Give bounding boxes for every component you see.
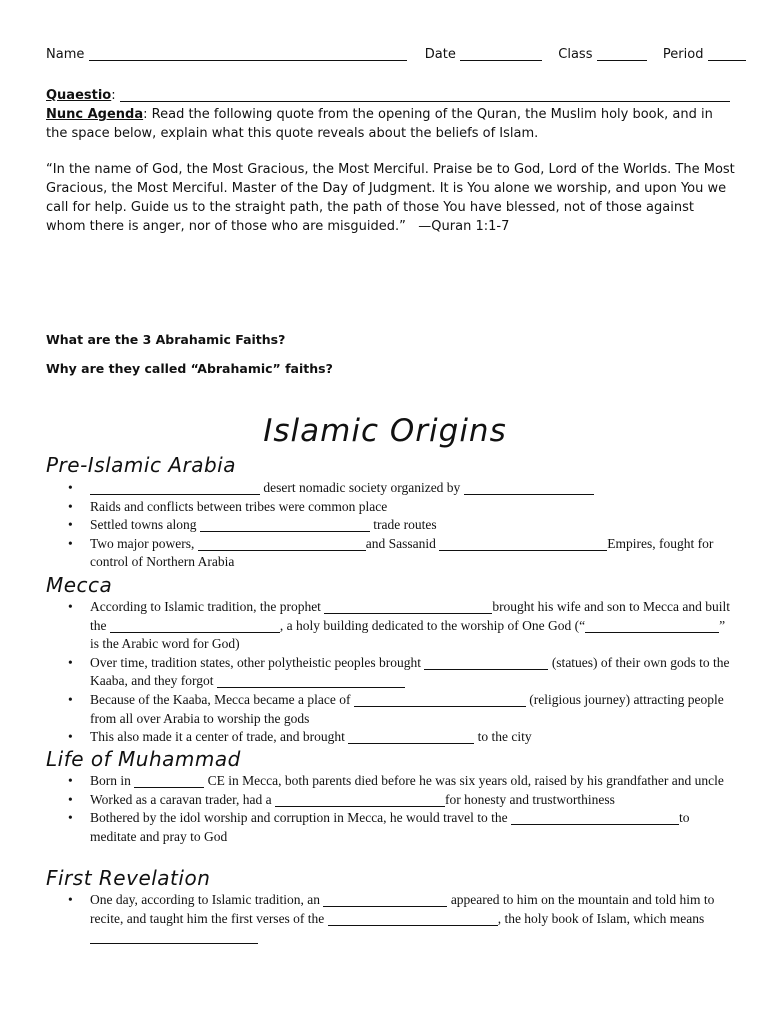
fill-blank[interactable]	[348, 730, 474, 745]
question-why-abrahamic: Why are they called “Abrahamic” faiths?	[46, 361, 333, 376]
class-label: Class	[558, 47, 593, 62]
section-heading-life-of-muhammad: Life of Muhammad	[46, 747, 241, 771]
period-blank[interactable]	[708, 47, 746, 61]
name-blank[interactable]	[89, 47, 407, 61]
list-item: • This also made it a center of trade, and brought to the city	[90, 728, 730, 747]
fill-blank[interactable]	[328, 911, 498, 926]
fill-blank[interactable]	[90, 930, 258, 945]
list-item: • Over time, tradition states, other polytheistic peoples brought (statues) of their own gods to the Kaaba, and they forgot	[90, 654, 730, 691]
quaestio-line: Quaestio:	[46, 86, 726, 105]
pre-islamic-list	[66, 479, 730, 572]
section-heading-mecca: Mecca	[46, 573, 113, 597]
revelation-list	[66, 891, 730, 947]
page-title: Islamic Origins	[263, 413, 507, 449]
fill-blank[interactable]	[198, 536, 366, 551]
fill-blank[interactable]	[354, 692, 526, 707]
fill-blank[interactable]	[324, 600, 492, 615]
list-item: • Worked as a caravan trader, had a for honesty and trustworthiness	[90, 791, 730, 810]
student-info-header	[46, 47, 726, 62]
list-item: • desert nomadic society organized by	[90, 479, 730, 498]
nunc-agenda-label: Nunc Agenda	[46, 107, 144, 122]
quaestio-label: Quaestio	[46, 88, 112, 103]
fill-blank[interactable]	[217, 674, 405, 689]
fill-blank[interactable]	[90, 481, 260, 496]
name-label: Name	[46, 47, 85, 62]
question-abrahamic-faiths: What are the 3 Abrahamic Faiths?	[46, 332, 286, 347]
date-label: Date	[424, 47, 456, 62]
fill-blank[interactable]	[464, 481, 594, 496]
nunc-agenda-text: Nunc Agenda: Read the following quote from the opening of the Quran, the Muslim holy book, and in the space below, explain what this quote reveals about the beliefs of Islam.	[46, 107, 713, 141]
list-item: • Raids and conflicts between tribes were common place	[90, 498, 730, 517]
fill-blank[interactable]	[511, 811, 679, 826]
quaestio-blank[interactable]	[120, 88, 730, 102]
list-item: • According to Islamic tradition, the prophet brought his wife and son to Mecca and built the , a holy building dedicated to the worship of One God (“ ” is the Arabic word for God)	[90, 598, 730, 654]
list-item: • Settled towns along trade routes	[90, 516, 730, 535]
class-blank[interactable]	[597, 47, 647, 61]
list-item: • Bothered by the idol worship and corruption in Mecca, he would travel to the to meditate and pray to God	[90, 809, 730, 846]
list-item: • Because of the Kaaba, Mecca became a place of (religious journey) attracting people from all over Arabia to worship the gods	[90, 691, 730, 728]
date-blank[interactable]	[460, 47, 542, 61]
list-item: • Two major powers, and Sassanid Empires, fought for control of Northern Arabia	[90, 535, 730, 572]
quran-quote	[46, 160, 736, 236]
period-label: Period	[662, 47, 704, 62]
section-heading-pre-islamic-arabia: Pre-Islamic Arabia	[46, 453, 236, 477]
fill-blank[interactable]	[134, 774, 204, 789]
fill-blank[interactable]	[110, 618, 280, 633]
fill-blank[interactable]	[439, 536, 607, 551]
fill-blank[interactable]	[275, 792, 445, 807]
fill-blank[interactable]	[200, 518, 370, 533]
fill-blank[interactable]	[585, 618, 719, 633]
mecca-list	[66, 598, 730, 747]
quote-text: “In the name of God, the Most Gracious, the Most Merciful. Praise be to God, Lord of the Worlds. The Most Gracious, the Most Merciful. Master of the Day of Judgment. It is You alone we worship, and upon You we call for help. Guide us to the straight path, the path of those You have blessed, not of those against whom there is anger, nor of those who are misguided.”	[46, 162, 735, 234]
fill-blank[interactable]	[424, 655, 548, 670]
quaestio-block	[46, 86, 726, 143]
quote-citation: —Quran 1:1-7	[418, 219, 510, 234]
list-item: • Born in CE in Mecca, both parents died before he was six years old, raised by his grandfather and uncle	[90, 772, 730, 791]
fill-blank[interactable]	[323, 893, 447, 908]
list-item: • One day, according to Islamic tradition, an appeared to him on the mountain and told him to recite, and taught him the first verses of the , the holy book of Islam, which means	[90, 891, 730, 947]
section-heading-first-revelation: First Revelation	[46, 866, 211, 890]
life-list	[66, 772, 730, 846]
